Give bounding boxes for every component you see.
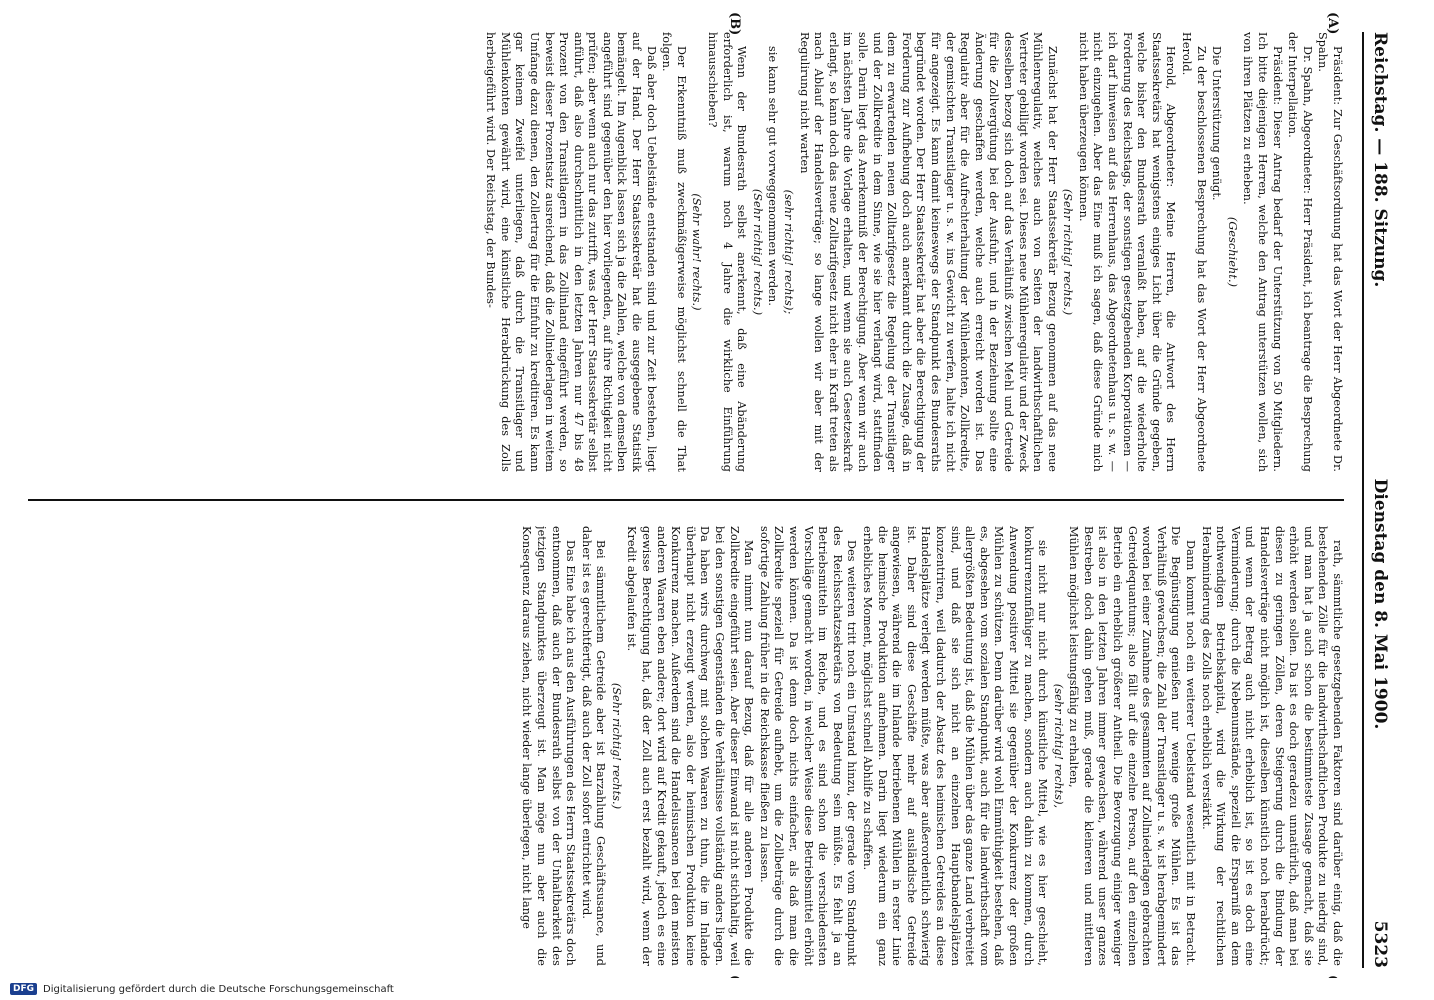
paragraph: (sehr richtig! rechts), bbox=[1051, 683, 1065, 809]
paragraph: Wenn der Bundesrath selbst anerkennt, daß eine Abänderung erforderlich ist, warum noch 4 Jahre die wirkliche Einführung hinausschieben? bbox=[706, 32, 749, 472]
paragraph: Dann kommt noch ein weiterer Uebelstand wesentlich mit in Betracht. Die Begünstigung genießen nur wenige große Mühlen. Es ist das Verhältniß gewachsen; die Zahl der Transitlager u. s. w. ist herabgemindert worden bei einer Zunahme des gesammten auf Zollniederlagen gebrachten Getreidequantums; also fällt auf die einzelne Person, auf den einzelnen Betrieb ein erheblich größerer Antheil. Die Bevorzugung einiger weniger ist also in den letzten Jahren immer gewachsen, während unser ganzes Bestreben doch dahin gehen muß, gerade die kleineren und mittleren Mühlen möglichst leistungsfähig zu erhalten, bbox=[1067, 526, 1198, 966]
paragraph: (Sehr richtig! rechts.) bbox=[750, 188, 764, 316]
left-text-column bbox=[28, 32, 1344, 472]
footer-text: Digitalisierung gefördert durch die Deutsche Forschungsgemeinschaft bbox=[43, 983, 394, 995]
paragraph: (Sehr richtig! rechts.) bbox=[1061, 188, 1075, 316]
paragraph: (Sehr richtig! rechts.) bbox=[609, 682, 623, 810]
paragraph: Daß aber doch Uebelstände entstanden sind und zur Zeit bestehen, liegt auf der Hand. Der Herr Staatssekretär hat die ausgegebene Statistik bemängelt. Im Augenblick lassen sich ja die Zahlen, welche von demselben angeführt sind gegenüber den hier vorliegenden, auf ihre Richtigkeit nicht prüfen; aber wenn auch nur das zutrifft, was der Herr Staatssekretär selbst anführt, daß also durchschnittlich in den letzten Jahren nur 47 bis 48 Prozent von den Transitlagern in das Zollinland eingeführt werden, so beweist dieser Prozentsatz ausreichend, daß die Zollniederlagen in weitem Umfange dazu dienen, den Zollertrag für die Einfuhr zu kreditiren. Es kann gar keinem Zweifel unterliegen, daß durch die Transitlager und Mühlenkonten gewährt wird, eine künstliche Herabdrückung des Zolls herbeigeführt wird. Der Reichstag, der Bundes- bbox=[484, 32, 658, 472]
paragraph: Herold, Abgeordneter: Meine Herren, die Antwort des Herrn Staatssekretärs hat wenigstens einiges Licht über die Gründe gegeben, welche bisher den Bundesrath veranlaßt haben, auf die wiederholte Forderung des Reichstags, der sonstigen gesetzgebenden Korporationen — ich darf hinweisen auf das Herrenhaus, das Abgeordnetenhaus u. s. w. — nicht einzugehen. Aber das Eine muß ich sagen, daß diese Gründe mich nicht haben überzeugen können. bbox=[1076, 32, 1178, 472]
page-header bbox=[1362, 32, 1406, 968]
paragraph: sie nicht nur nicht durch künstliche Mittel, wie es hier geschieht, konkurrenzunfähiger zu machen, sondern auch dahin zu kommen, durch Anwendung positiver Mittel sie gegenüber der Konkurrenz der großen Mühlen zu schützen. Denn darüber wird wohl Einmüthigkeit bestehen, daß es, abgesehen vom sozialen Standpunkt, auch für die landwirthschaft vom allergrößten Bedeutung ist, daß die Mühlen über das ganze Land verbreitet sind, und daß sie sich nicht an einzelnen Hauptbandelsplätzen konzentriren, weil dadurch der Absatz des heimischen Getreides an diese Handelsplätze verlegt werden müßte, was aber außerordentlich schwierig ist. Daher sind diese Geschäfte mehr auf ausländische Getreide angewiesen, während die im Inlande betriebenen Mühlen in erster Linie die heimische Produktion aufnehmen. Darin liegt wiederum ein ganz erhebliches Moment, möglichst schnell Abhilfe zu schaffen. bbox=[861, 526, 1050, 966]
digitization-footer bbox=[0, 978, 1434, 1000]
paragraph: Zu der beschlossenen Besprechung hat das Wort der Herr Abgeordnete Herold. bbox=[1180, 32, 1208, 472]
paragraph: Des weiteren tritt noch ein Umstand hinzu, der gerade vom Standpunkt des Reichsschatzsekretärs von Bedeutung sein müßte. Es fehlt ja an Betriebsmitteln im Reiche, und es sind schon die verschiedensten Vorschläge gemacht worden, in welcher Weise diese Betriebsmittel erhöht werden können. Da ist denn doch nichts einfacher, als daß man die Zollkredite speziell für Getreide aufhebt, um die Zollbeträge durch die sofortige Zahlung früher in die Reichskasse fließen zu lassen. bbox=[757, 526, 859, 966]
paragraph: sie kann sehr gut vorweggenommen werden. bbox=[766, 46, 780, 306]
paragraph: Das Eine habe ich aus den Ausführungen des Herrn Staatssekretärs doch entnommen, daß auch der Bundesrath selbst von der Unhaltbarkeit des jetzigen Standpunktes überzeugt ist. Man möge nun aber auch die Konsequenz daraus ziehen, nicht wieder lange überlegen, nicht lange bbox=[520, 526, 578, 966]
paragraph: Präsident: Dieser Antrag bedarf der Unterstützung von 50 Mitgliedern. Ich bitte diejenigen Herren, welche den Antrag unterstützen wollen, sich von ihren Plätzen zu erheben. bbox=[1241, 32, 1284, 472]
header-date: Dienstag den 8. Mai 1900. bbox=[1370, 478, 1390, 730]
paragraph: Bei sämmtlichem Getreide aber ist Barzahlung Geschäftsusance, und daher ist es gerechtfertigt, daß auch der Zoll sofort entrichtet wird. bbox=[579, 526, 608, 966]
header-left-title: Reichstag. — 188. Sitzung. bbox=[1370, 32, 1390, 288]
paragraph: Der Erkenntniß muß zweckmäßigerweise möglichst schnell die That folgen. bbox=[660, 32, 688, 472]
paragraph: rath, sämmtliche gesetzgebenden Faktoren sind darüber einig, daß die bestehenden Zölle für die landwirthschaftlichen Produkte zu niedrig sind, und man hat ja auch schon die bestimmteste Zusage gemacht, daß sie erhöht werden sollen. Da ist es doch geradezu unnatürlich, daß man bei diesen zu geringen Zöllen, deren Steigerung durch die Bindung der Handelsverträge nicht möglich ist, dieselben künstlich noch herabdrückt; und wenn der Betrag auch nicht erheblich ist, so ist es doch eine Verminderung; durch die Nebenumstände, speziell die Ersparniß an dem nothwendigen Betriebskapital, wird die Wirkung der rechtlichen Herabminderung des Zolls noch erheblich verstärkt. bbox=[1199, 526, 1344, 966]
paragraph: (Geschieht.) bbox=[1225, 216, 1239, 288]
margin-marker-a: (A) bbox=[1325, 12, 1340, 35]
page-number: 5323 bbox=[1370, 920, 1390, 968]
margin-marker-b: (B) bbox=[727, 12, 742, 36]
paragraph: Man nimmt nun darauf Bezug, daß für alle anderen Produkte die Zollkredite eingeführt seien. Aber dieser Einwand ist nicht stichhaltig, weil bei den sonstigen Gegenständen die Verhältnisse vollständig anders liegen. Da haben wirs durchweg mit solchen Waaren zu thun, die im Inlande überhaupt nicht erzeugt werden, also der heimischen Produktion keine Konkurrenz machen. Außerdem sind die Handelsusancen bei den meisten anderen Waaren eben andere; dort wird auf Kredit gekauft, jedoch es eine gewisse Berechtigung hat, daß der Zoll auch erst bezahlt wird, wenn der Kredit abgelaufen ist. bbox=[625, 526, 756, 966]
dfg-logo: DFG bbox=[10, 983, 37, 995]
right-text-column bbox=[28, 526, 1344, 966]
paragraph: (sehr richtig! rechts); bbox=[782, 189, 796, 315]
paragraph: Zunächst hat der Herr Staatssekretär Bezug genommen auf das neue Mühlenregulativ, welches auch von Seiten der landwirthschaftlichen Vertreter gebilligt worden sei. Dieses neue Mühlenregulativ und der Zweck desselben bezog sich doch auf das Verhältniß zwischen Mehl und Getreide für die Zollvergütung bei der Ausfuhr, und in der Beziehung sollte eine Änderung geschaffen werden, welche auch erreicht worden ist. Das Regulativ aber für die Aufrechterhaltung der Mühlenkonten, Zollkredite, der gemischten Transitlager u. s. w. ins Gewicht zu werfen, halte ich nicht für angezeigt. Es kann damit keineswegs der Standpunkt des Bundesraths begründet worden. Der Herr Staatssekretär hat aber die Berechtigung der Forderung zur Aufhebung doch auch anerkannt durch die Zusage, daß in dem zu erwartenden neuen Zolltarifgesetz die Regelung der Transitlager und der Zollkredite in dem Sinne, wie sie hier verlangt wird, stattfinden solle. Darin liegt das Anerkenntniß der Berechtigung. Aber wenn wir auch im nächsten Jahre die Vorlage erhalten, und wenn sie auch Gesetzeskraft erlangt, so kann doch das neue Zolltarifgesetz nicht eher in Kraft treten als nach Ablauf der Handelsverträge; so lange wollen wir aber mit der Regulirung nicht warten bbox=[797, 32, 1059, 472]
paragraph: Präsident: Zur Geschäftsordnung hat das Wort der Herr Abgeordnete Dr. Spahn. bbox=[1316, 32, 1344, 472]
paragraph: Dr. Spahn, Abgeordneter: Herr Präsident, ich beantrage die Besprechung der Interpellation. bbox=[1286, 32, 1314, 472]
column-divider bbox=[28, 499, 1344, 501]
paragraph: Die Unterstützung genügt. bbox=[1210, 46, 1224, 201]
paragraph: (Sehr wahr! rechts.) bbox=[690, 193, 704, 311]
